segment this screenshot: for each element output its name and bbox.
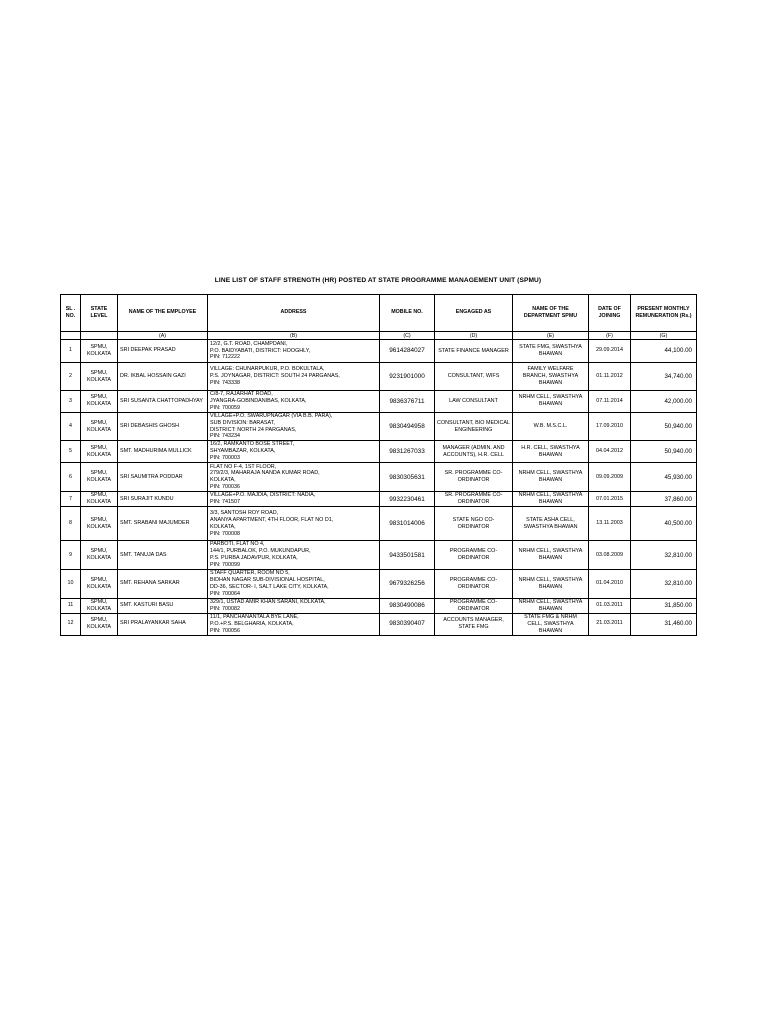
cell-remuneration: 50,940.00	[631, 441, 697, 463]
cell-engaged-as: PROGRAMME CO- ORDINATOR	[435, 570, 513, 599]
column-letter: (B)	[208, 332, 380, 340]
cell-state-level: SPMU, KOLKATA	[81, 541, 118, 570]
cell-mobile: 9830494958	[380, 412, 435, 441]
cell-date-of-joining: 07.01.2015	[589, 492, 631, 507]
cell-engaged-as: PROGRAMME CO- ORDINATOR	[435, 598, 513, 613]
cell-remuneration: 32,810.00	[631, 541, 697, 570]
cell-address: 16/2, RAMKANTO BOSE STREET, SHYAMBAZAR, KOLKATA, PIN: 700003	[208, 441, 380, 463]
cell-date-of-joining: 03.08.2009	[589, 541, 631, 570]
cell-remuneration: 50,940.00	[631, 412, 697, 441]
cell-sl: 3	[61, 391, 81, 413]
table-row	[61, 363, 697, 391]
table-row	[61, 412, 697, 441]
cell-state-level: SPMU, KOLKATA	[81, 441, 118, 463]
cell-mobile: 9830390407	[380, 613, 435, 635]
table-row	[61, 391, 697, 413]
staff-table	[60, 294, 697, 636]
cell-engaged-as: SR. PROGRAMME CO- ORDINATOR	[435, 463, 513, 492]
table-row	[61, 541, 697, 570]
cell-employee-name: SMT. MADHURIMA MULLICK	[118, 441, 208, 463]
cell-engaged-as: STATE NGO CO-ORDINATOR	[435, 507, 513, 541]
cell-state-level: SPMU, KOLKATA	[81, 598, 118, 613]
cell-department: STATE FMG & NRHM CELL, SWASTHYA BHAWAN	[513, 613, 589, 635]
header-row	[61, 295, 697, 332]
cell-sl: 2	[61, 363, 81, 391]
cell-sl: 7	[61, 492, 81, 507]
cell-engaged-as: SR. PROGRAMME CO- ORDINATOR	[435, 492, 513, 507]
cell-date-of-joining: 13.11.2003	[589, 507, 631, 541]
header-remuneration: PRESENT MONTHLY REMUNERATION (Rs.)	[631, 295, 697, 332]
cell-employee-name: SMT. SRABANI MAJUMDER	[118, 507, 208, 541]
cell-address: PARBOTI, FLAT NO 4, 144/1, PURBALOK, P.O. MUKUNDAPUR, P.S. PURBA JADAVPUR, KOLKATA, PIN: 700099	[208, 541, 380, 570]
cell-date-of-joining: 21.03.2011	[589, 613, 631, 635]
cell-address: 329/1, USTAD AMIR KHAN SARANI, KOLKATA, PIN: 700082	[208, 598, 380, 613]
cell-employee-name: SRI PRALAYANKAR SAHA	[118, 613, 208, 635]
cell-mobile: 9679326256	[380, 570, 435, 599]
table-row	[61, 598, 697, 613]
cell-state-level: SPMU, KOLKATA	[81, 391, 118, 413]
letter-cell-empty	[61, 332, 81, 340]
cell-department: W.B. M.S.C.L.	[513, 412, 589, 441]
cell-remuneration: 45,930.00	[631, 463, 697, 492]
cell-date-of-joining: 17.09.2010	[589, 412, 631, 441]
cell-address: STAFF QUARTER, ROOM NO 5, BIDHAN NAGAR SUB-DIVISIONAL HOSPITAL, DD-36, SECTOR- I, SALT LAKE CITY, KOLKATA, PIN: 700064	[208, 570, 380, 599]
cell-date-of-joining: 01.04.2010	[589, 570, 631, 599]
cell-sl: 4	[61, 412, 81, 441]
header-date-of-joining: DATE OF JOINING	[589, 295, 631, 332]
header-engaged: ENGAGED AS	[435, 295, 513, 332]
cell-state-level: SPMU, KOLKATA	[81, 363, 118, 391]
cell-mobile: 9831267033	[380, 441, 435, 463]
table-row	[61, 441, 697, 463]
cell-mobile: 9830305631	[380, 463, 435, 492]
cell-engaged-as: CONSULTANT, BIO MEDICAL ENGINEERING	[435, 412, 513, 441]
cell-mobile: 9614284027	[380, 340, 435, 363]
cell-remuneration: 32,810.00	[631, 570, 697, 599]
cell-employee-name: SMT. TANUJA DAS	[118, 541, 208, 570]
cell-date-of-joining: 01.11.2012	[589, 363, 631, 391]
header-name: NAME OF THE EMPLOYEE	[118, 295, 208, 332]
cell-sl: 9	[61, 541, 81, 570]
cell-sl: 11	[61, 598, 81, 613]
cell-date-of-joining: 04.04.2012	[589, 441, 631, 463]
header-address: ADDRESS	[208, 295, 380, 332]
cell-remuneration: 34,740.00	[631, 363, 697, 391]
document-title: LINE LIST OF STAFF STRENGTH (HR) POSTED AT STATE PROGRAMME MANAGEMENT UNIT (SPMU)	[214, 277, 542, 284]
cell-mobile: 9231901000	[380, 363, 435, 391]
cell-remuneration: 40,500.00	[631, 507, 697, 541]
cell-employee-name: SRI SAUMITRA PODDAR	[118, 463, 208, 492]
cell-engaged-as: PROGRAMME CO- ORDINATOR	[435, 541, 513, 570]
cell-remuneration: 44,100.00	[631, 340, 697, 363]
cell-employee-name: SRI DEBASHIS GHOSH	[118, 412, 208, 441]
cell-remuneration: 37,860.00	[631, 492, 697, 507]
cell-mobile: 9830490086	[380, 598, 435, 613]
cell-engaged-as: STATE FINANCE MANAGER	[435, 340, 513, 363]
header-sl: SL . NO.	[61, 295, 81, 332]
cell-state-level: SPMU, KOLKATA	[81, 340, 118, 363]
cell-department: NRHM CELL, SWASTHYA BHAWAN	[513, 541, 589, 570]
header-mobile: MOBILE NO.	[380, 295, 435, 332]
table-row	[61, 613, 697, 635]
cell-sl: 6	[61, 463, 81, 492]
header-state-level: STATE LEVEL	[81, 295, 118, 332]
cell-engaged-as: CONSULTANT, WIFS	[435, 363, 513, 391]
table-row	[61, 507, 697, 541]
cell-sl: 12	[61, 613, 81, 635]
cell-remuneration: 31,850.00	[631, 598, 697, 613]
table-row	[61, 492, 697, 507]
column-letter: (C)	[380, 332, 435, 340]
table-row	[61, 570, 697, 599]
cell-state-level: SPMU, KOLKATA	[81, 570, 118, 599]
cell-address: VILLAGE: CHUNARPUKUR, P.O. BOKULTALA, P.S. JOYNAGAR, DISTRICT: SOUTH 24 PARGANAS, PIN: 743338	[208, 363, 380, 391]
cell-state-level: SPMU, KOLKATA	[81, 463, 118, 492]
cell-state-level: SPMU, KOLKATA	[81, 613, 118, 635]
cell-address: VILLAGE+P.O. MAJDIA, DISTRICT: NADIA, PIN: 741507	[208, 492, 380, 507]
table-row	[61, 340, 697, 363]
column-letter: (F)	[589, 332, 631, 340]
cell-employee-name: DR. IKBAL HOSSAIN GAZI	[118, 363, 208, 391]
cell-state-level: SPMU, KOLKATA	[81, 412, 118, 441]
cell-employee-name: SRI SUSANTA CHATTOPADHYAY	[118, 391, 208, 413]
cell-engaged-as: MANAGER (ADMIN. AND ACCOUNTS), H.R. CELL	[435, 441, 513, 463]
cell-employee-name: SMT. REHANA SARKAR	[118, 570, 208, 599]
cell-engaged-as: LAW CONSULTANT	[435, 391, 513, 413]
column-letter: (G)	[631, 332, 697, 340]
cell-department: FAMILY WELFARE BRANCH, SWASTHYA BHAWAN	[513, 363, 589, 391]
cell-date-of-joining: 09.09.2009	[589, 463, 631, 492]
cell-department: NRHM CELL, SWASTHYA BHAWAN	[513, 391, 589, 413]
cell-date-of-joining: 29.09.2014	[589, 340, 631, 363]
column-letter: (D)	[435, 332, 513, 340]
cell-sl: 1	[61, 340, 81, 363]
cell-address: 3/3, SANTOSH ROY ROAD, ANANYA APARTMENT, 4TH FLOOR, FLAT NO D1, KOLKATA, PIN: 700008	[208, 507, 380, 541]
cell-sl: 10	[61, 570, 81, 599]
cell-department: H.R. CELL, SWASTHYA BHAWAN	[513, 441, 589, 463]
cell-department: STATE FMG, SWASTHYA BHAWAN	[513, 340, 589, 363]
letter-cell-empty	[81, 332, 118, 340]
cell-date-of-joining: 07.11.2014	[589, 391, 631, 413]
cell-address: 11/1, PANCHANANTALA BYE LANE, P.O.+P.S. BELGHARIA, KOLKATA, PIN: 700056	[208, 613, 380, 635]
cell-department: STATE ASHA CELL, SWASTHYA BHAWAN	[513, 507, 589, 541]
column-letter: (A)	[118, 332, 208, 340]
cell-remuneration: 42,000.00	[631, 391, 697, 413]
cell-state-level: SPMU, KOLKATA	[81, 507, 118, 541]
cell-department: NRHM CELL, SWASTHYA BHAWAN	[513, 463, 589, 492]
cell-address: FLAT NO F-4, 1ST FLOOR, 279/2/3, MAHARAJA NANDA KUMAR ROAD, KOLKATA, PIN: 700036	[208, 463, 380, 492]
table-row	[61, 463, 697, 492]
cell-employee-name: SRI SURAJIT KUNDU	[118, 492, 208, 507]
cell-remuneration: 31,460.00	[631, 613, 697, 635]
cell-mobile: 9433501581	[380, 541, 435, 570]
header-department: NAME OF THE DEPARTMENT SPMU	[513, 295, 589, 332]
cell-address: VILLAGE+P.O. SWARUPNAGAR (VIA B.B. PARA), SUB DIVISION: BARASAT, DISTRICT: NORTH 24 PARGANAS, PIN: 743234	[208, 412, 380, 441]
column-letter-row	[61, 332, 697, 340]
cell-engaged-as: ACCOUNTS MANAGER, STATE FMG	[435, 613, 513, 635]
cell-mobile: 9932230461	[380, 492, 435, 507]
cell-sl: 5	[61, 441, 81, 463]
cell-address: C/8-7, RAJARHAT ROAD, JYANGRA-GOBINDANIBAS, KOLKATA, PIN: 700059	[208, 391, 380, 413]
column-letter: (E)	[513, 332, 589, 340]
cell-department: NRHM CELL, SWASTHYA BHAWAN	[513, 492, 589, 507]
cell-mobile: 9831014006	[380, 507, 435, 541]
cell-mobile: 9836376711	[380, 391, 435, 413]
cell-department: NRHM CELL, SWASTHYA BHAWAN	[513, 598, 589, 613]
cell-address: 12/2, G.T. ROAD, CHAMPDANI, P.O. BAIDYABATI, DISTRICT: HOOGHLY, PIN: 712222	[208, 340, 380, 363]
cell-date-of-joining: 01.03.2011	[589, 598, 631, 613]
cell-sl: 8	[61, 507, 81, 541]
cell-department: NRHM CELL, SWASTHYA BHAWAN	[513, 570, 589, 599]
cell-employee-name: SRI DEEPAK PRASAD	[118, 340, 208, 363]
cell-state-level: SPMU, KOLKATA	[81, 492, 118, 507]
cell-employee-name: SMT. KASTURI BASU	[118, 598, 208, 613]
